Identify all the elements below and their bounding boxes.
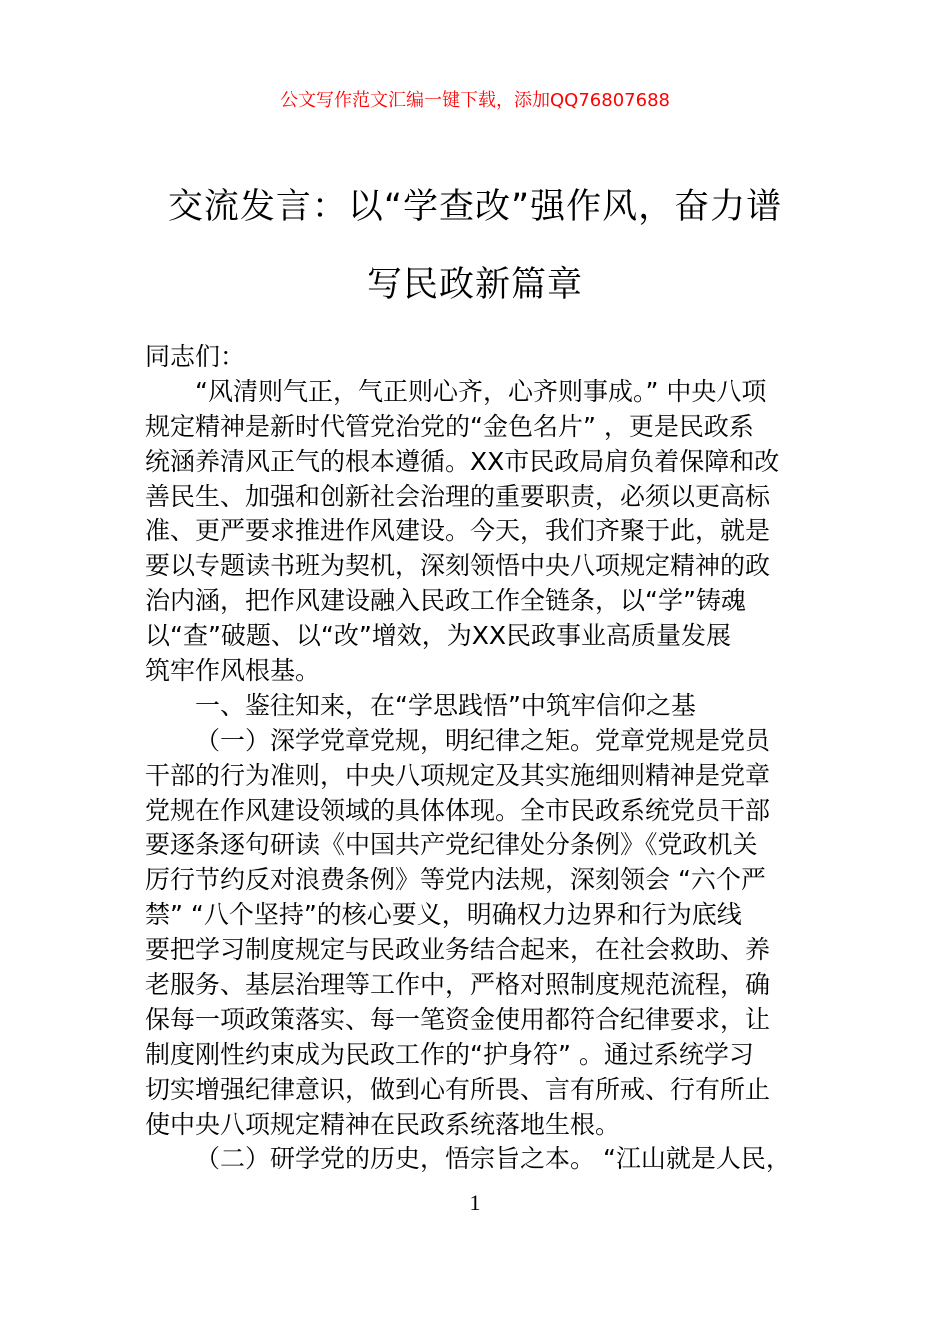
paragraph-line: 厉行节约反对浪费条例》等党内法规，深刻领会 “六个严 [145, 865, 766, 895]
paragraph-line: 保每一项政策落实、每一笔资金使用都符合纪律要求，让 [145, 1004, 771, 1034]
paragraph-line: 禁” “八个坚持”的核心要义，明确权力边界和行为底线 [145, 900, 742, 930]
salutation: 同志们： [145, 342, 246, 371]
paragraph-line: 党规在作风建设领域的具体体现。全市民政系统党员干部 [145, 795, 771, 825]
title-line-1: 交流发言：以“学查改”强作风，奋力谱 [167, 187, 783, 227]
paragraph-line: 切实增强纪律意识，做到心有所畏、言有所戒、行有所止 [145, 1074, 771, 1104]
paragraph-line: 统涵养清风正气的根本遵循。XX市民政局肩负着保障和改 [145, 446, 780, 476]
paragraph-line: 以“查”破题、以“改”增效，为XX民政事业高质量发展 [145, 621, 732, 651]
paragraph-line: 准、更严要求推进作风建设。今天，我们齐聚于此，就是 [145, 516, 771, 546]
subsection-line: （二）研学党的历史，悟宗旨之本。 “江山就是人民， [195, 1144, 791, 1174]
paragraph-line: 要以专题读书班为契机，深刻领悟中央八项规定精神的政 [145, 551, 771, 581]
title-line-2: 写民政新篇章 [366, 265, 583, 305]
subsection-line: （一）深学党章党规，明纪律之矩。党章党规是党员 [195, 725, 771, 755]
paragraph-line: 要把学习制度规定与民政业务结合起来，在社会救助、养 [145, 935, 771, 965]
paragraph-line: 使中央八项规定精神在民政系统落地生根。 [145, 1109, 621, 1139]
document-body [145, 340, 809, 1177]
section-heading: 一、鉴往知来，在“学思践悟”中筑牢信仰之基 [195, 690, 696, 720]
page-number: 1 [469, 1190, 481, 1215]
paragraph-line: 要逐条逐句研读《中国共产党纪律处分条例》《党政机关 [145, 830, 758, 860]
paragraph-line: “风清则气正，气正则心齐，心齐则事成。” 中央八项 [195, 376, 767, 406]
paragraph-line: 干部的行为准则，中央八项规定及其实施细则精神是党章 [145, 760, 771, 790]
document-title [100, 168, 850, 324]
paragraph-line: 老服务、基层治理等工作中，严格对照制度规范流程，确 [145, 970, 771, 1000]
paragraph-line: 善民生、加强和创新社会治理的重要职责，必须以更高标 [145, 481, 771, 511]
watermark-text: 公文写作范文汇编一键下载，添加QQ76807688 [280, 90, 670, 111]
paragraph-line: 筑牢作风根基。 [145, 656, 321, 686]
paragraph-line: 治内涵，把作风建设融入民政工作全链条，以“学”铸魂 [145, 586, 746, 616]
paragraph-line: 规定精神是新时代管党治党的“金色名片” ，更是民政系 [145, 411, 754, 441]
paragraph-line: 制度刚性约束成为民政工作的“护身符” 。通过系统学习 [145, 1039, 754, 1069]
